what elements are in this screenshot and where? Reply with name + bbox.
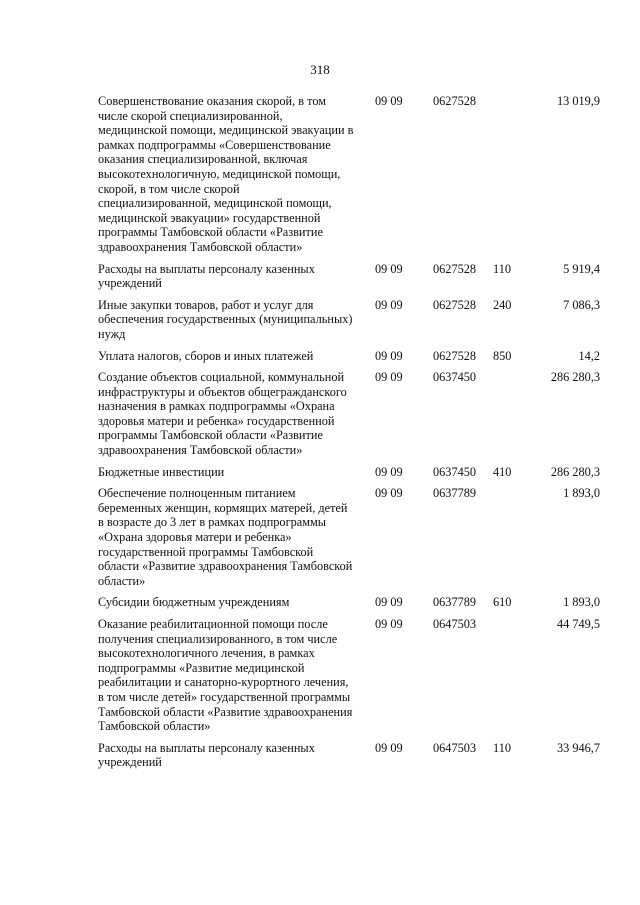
- amount: 14,2: [578, 348, 600, 363]
- amount: 33 946,7: [556, 740, 600, 755]
- target-code: 0637789: [433, 595, 477, 610]
- target-code: 0637789: [433, 486, 477, 501]
- section-code: 09 09: [375, 595, 403, 610]
- table-row: [98, 617, 608, 734]
- expense-name: Субсидии бюджетным учреждениям: [98, 595, 290, 610]
- amount: 1 893,0: [563, 486, 600, 501]
- expense-name: Расходы на выплаты персоналу казенных учреждений: [98, 740, 315, 770]
- budget-table: [98, 94, 608, 777]
- amount: 13 019,9: [556, 94, 600, 108]
- table-row: [98, 298, 608, 342]
- expense-name: Создание объектов социальной, коммунальной инфраструктуры и объектов общегражданского назначения в рамках подпрограммы «Охрана здоровья матери и ребенка» государственной программы Тамбовской области «Развитие здравоохранения Тамбовской области»: [98, 370, 347, 458]
- target-code: 0627528: [433, 94, 477, 108]
- target-code: 0627528: [433, 297, 477, 312]
- amount: 1 893,0: [563, 595, 600, 610]
- section-code: 09 09: [375, 370, 403, 385]
- section-code: 09 09: [375, 486, 403, 501]
- amount: 5 919,4: [563, 261, 600, 276]
- page-number: 318: [310, 62, 330, 77]
- table-row: [98, 349, 608, 364]
- table-row: [98, 595, 608, 610]
- table-row: [98, 370, 608, 458]
- table-row: [98, 94, 608, 255]
- table-row: [98, 262, 608, 291]
- target-code: 0647503: [433, 740, 477, 755]
- expense-name: Уплата налогов, сборов и иных платежей: [98, 348, 314, 363]
- expense-type-code: 850: [493, 348, 512, 363]
- expense-name: Расходы на выплаты персоналу казенных учреждений: [98, 261, 315, 291]
- expense-name: Совершенствование оказания скорой, в том числе скорой специализированной, медицинской помощи, медицинской эвакуации в рамках подпрограммы «Совершенствование оказания специализированной, включая высокотехнологичную, медицинской помощи, скорой, в том числе скорой специализированной, медицинской помощи, медицинской эвакуации» государственной программы Тамбовской области «Развитие здравоохранения Тамбовской области»: [98, 94, 354, 254]
- target-code: 0637450: [433, 464, 477, 479]
- target-code: 0627528: [433, 348, 477, 363]
- expense-type-code: 240: [493, 297, 512, 312]
- amount: 286 280,3: [550, 464, 600, 479]
- expense-name: Обеспечение полноценным питанием беременных женщин, кормящих матерей, детей в возрасте до 3 лет в рамках подпрограммы «Охрана здоровья матери и ребенка» государственной программы Тамбовской области «Развитие здравоохранения Тамбовской области»: [98, 486, 353, 588]
- expense-name: Иные закупки товаров, работ и услуг для обеспечения государственных (муниципальных) нужд: [98, 297, 353, 341]
- expense-name: Оказание реабилитационной помощи после получения специализированного, в том числе высокотехнологичного лечения, в рамках подпрограммы «Развитие медицинской реабилитации и санаторно-курортного лечения, в том числе детей» государственной программы Тамбовской области «Развитие здравоохранения Тамбовской области»: [98, 617, 353, 734]
- expense-type-code: 410: [493, 464, 512, 479]
- expense-type-code: 110: [493, 740, 511, 755]
- table-row: [98, 486, 608, 588]
- amount: 7 086,3: [563, 297, 600, 312]
- table-row: [98, 741, 608, 770]
- amount: 44 749,5: [556, 617, 600, 631]
- target-code: 0647503: [433, 617, 477, 631]
- section-code: 09 09: [375, 297, 403, 312]
- expense-name: Бюджетные инвестиции: [98, 464, 225, 479]
- section-code: 09 09: [375, 94, 403, 108]
- target-code: 0637450: [433, 370, 477, 385]
- table-row: [98, 465, 608, 480]
- amount: 286 280,3: [550, 370, 600, 385]
- expense-type-code: 610: [493, 595, 512, 610]
- target-code: 0627528: [433, 261, 477, 276]
- section-code: 09 09: [375, 740, 403, 755]
- expense-type-code: 110: [493, 261, 511, 276]
- section-code: 09 09: [375, 617, 403, 631]
- section-code: 09 09: [375, 261, 403, 276]
- section-code: 09 09: [375, 464, 403, 479]
- section-code: 09 09: [375, 348, 403, 363]
